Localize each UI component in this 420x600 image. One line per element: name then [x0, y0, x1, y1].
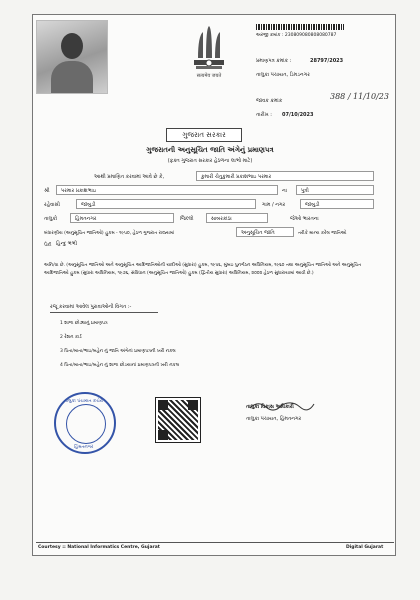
- footer-digital-gujarat: Digital Gujarat: [346, 545, 384, 550]
- application-number: અરજી ક્રમાંક : 230809080808080787: [256, 33, 337, 38]
- footer-rule: [36, 542, 394, 543]
- cert-number-label: પ્રમાણપત્ર ક્રમાંક :: [256, 58, 292, 64]
- legal-paragraph: અનિ/વા છે. (અનુસૂચિત જાતિઓ અને અનુસૂચિત આદિજાતિઓની યાદીઓ (સુધારા) હુકમ, ૧૯૫૬, મુંબઇ પુનર્ગઠન અધિનિયમ, ૧૯૬૦ તથા અનુસૂચિત જાતિઓ અને અનુસૂચિત આદિજાતિઓ હુકમ (સુધારા અધિનિયમ, ૧૯૭૬, સંવિધાન (અનુસૂચિત જાતિઓ) હુકમ (દ્વિતીય સુધારા) અધિનિયમ, ૨૦૦૨ હેઠળ સુધારાયામાં આવી છે.): [44, 263, 362, 276]
- issue-date: 07/10/2023: [282, 112, 314, 118]
- district-label: જિલ્લો: [180, 216, 194, 222]
- seal-text: તાલુકા પંચાયત કચેરી: [64, 399, 104, 404]
- subcaste-prefix: પૈકી: [44, 243, 52, 248]
- handwritten-number: 388 / 11/10/23: [330, 92, 389, 101]
- applicant-name-field: કુમારી ચેતુકુમારી પ્રકાશભાઇ પરમાર: [196, 171, 374, 181]
- state-emblem-icon: [186, 22, 232, 80]
- certificate-title: ગુજરાતની અનુસૂચિત જાતિ અંગેનું પ્રમાણપત્ર: [146, 146, 274, 154]
- village-field: જાંબુડી: [300, 199, 374, 209]
- footer-courtesy: Courtesy :: National Informatics Centre, Gujarat: [38, 545, 160, 550]
- state-label: જેઓ ભારતના: [290, 216, 319, 222]
- subcaste: હિન્દુ ભંભી: [56, 241, 78, 247]
- shri-label: શ્રી: [44, 188, 50, 194]
- attachment-item: 1 શાળા છોડ્યાનું પ્રમાણપત્ર: [60, 321, 108, 326]
- issuer-top: તાલુકા પંચાયત, ડિમડનગર: [256, 72, 310, 78]
- district-field: સાબરકાંઠા: [206, 213, 268, 223]
- govt-title: ગુજરાત સરકાર: [182, 131, 226, 139]
- signatory-title: તાલુકા વિકાસ અધિકારી: [246, 404, 294, 410]
- applicant-photo: [36, 20, 108, 94]
- attachments-title: રજૂ કરવામાં આવેલ પુરાવાઓની વિગત :-: [50, 304, 132, 310]
- resident-field: જાંબુડી: [76, 199, 256, 209]
- outward-label: જાવક ક્રમાંક: [256, 98, 283, 104]
- seal-bottom: હિંમતનગર: [74, 445, 94, 450]
- resident-label: રહેવાસી: [44, 202, 60, 208]
- date-label: તારીખ :: [256, 112, 272, 118]
- father-name-field: પરમાર પ્રકાશભાઇ: [56, 185, 278, 195]
- caste-suffix: તરીકે માન્ય કરેલ જાતિઓ: [298, 231, 347, 236]
- relation-field: પુત્રી: [296, 185, 374, 195]
- taluka-field: હિંમતનગર: [70, 213, 174, 223]
- svg-text:सत्यमेव जयते: सत्यमेव जयते: [196, 73, 222, 79]
- barcode: [256, 24, 344, 30]
- attachment-item: 4 પિતા/માતા/ભાઇ/બહેન નું શાળા છોડયાનાં પ્રમાણપત્રની ખરી નકલ: [60, 363, 180, 368]
- cert-number: 28797/2023: [310, 58, 344, 64]
- certificate-subtitle: (ફક્ત ગુજરાત સરકાર હેઠળના લાભો માટે): [167, 158, 253, 164]
- attachment-item: 3 પિતા/માતા/ભાઇ/બહેન નું જાતિ અંગેનાં પ્રમાણપત્રની ખરી નકલ: [60, 349, 176, 354]
- caste-line-prefix: બંધારણીય (અનુસૂચિત જાતિઓ) હુકમ - ૧૯૫૦, હેઠળ ગુજરાત રાજ્યમાં: [44, 231, 175, 236]
- govt-box: [166, 128, 242, 142]
- attachment-item: 2 રેશન કાર્ડ: [60, 335, 82, 340]
- village-label: ગામ / નગર: [262, 202, 286, 208]
- official-seal-icon: [54, 392, 116, 454]
- signatory-office: તાલુકા પંચાયત, હિંમતનગર: [246, 416, 302, 422]
- taluka-label: તાલુકો: [44, 216, 58, 222]
- na-label: ના: [282, 188, 287, 194]
- qr-code: [156, 398, 200, 442]
- caste-field: અનુસૂચિત જાતિ: [236, 227, 294, 237]
- certify-prefix: આથી પ્રમાણિત કરવામાં આવે છે કે,: [94, 174, 165, 180]
